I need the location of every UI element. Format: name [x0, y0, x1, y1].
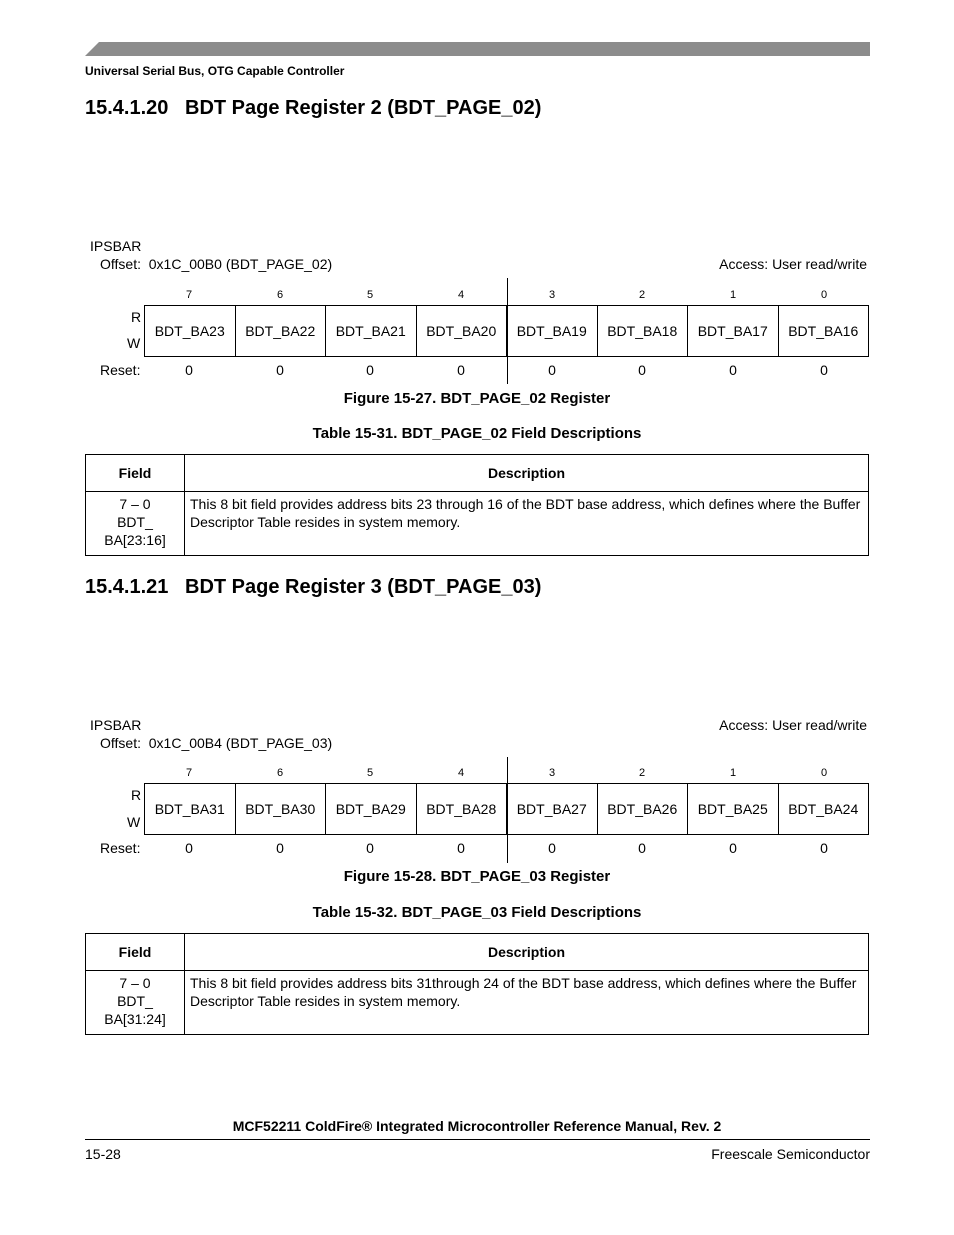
- register-field: BDT_BA20: [417, 306, 508, 356]
- footer-manual-title: MCF52211 ColdFire® Integrated Microcontroller Reference Manual, Rev. 2: [232, 1118, 722, 1134]
- register-field: BDT_BA29: [326, 784, 417, 834]
- section-title: BDT Page Register 2 (BDT_PAGE_02): [185, 97, 542, 119]
- read-label: R: [131, 309, 142, 325]
- reset-value: 0: [548, 840, 556, 856]
- column-header: Field: [86, 934, 185, 971]
- reset-value: 0: [276, 362, 284, 378]
- register-field: BDT_BA21: [326, 306, 417, 356]
- section-number: 15.4.1.20: [85, 97, 169, 119]
- reset-value: 0: [820, 840, 828, 856]
- register-field: BDT_BA22: [236, 306, 327, 356]
- bit-number: 5: [366, 767, 374, 779]
- offset-label: Offset:: [100, 735, 141, 751]
- register-field: BDT_BA16: [788, 323, 859, 339]
- bit-number: 4: [457, 767, 465, 779]
- section-title: BDT Page Register 3 (BDT_PAGE_03): [185, 576, 542, 598]
- register-access: Access: User read/write: [719, 256, 867, 272]
- bit-number: 0: [820, 767, 828, 779]
- register-offset: [100, 256, 332, 272]
- read-label: R: [131, 787, 142, 803]
- figure-caption: Figure 15-28. BDT_PAGE_03 Register: [343, 868, 611, 885]
- description-cell: This 8 bit field provides address bits 31through 24 of the BDT base address, which defines where the Buffer Descriptor Table resides in system memory.: [185, 971, 869, 1035]
- register-diagram: [85, 238, 870, 388]
- field-bits: 7 – 0: [119, 496, 151, 512]
- register-field: BDT_BA18: [598, 306, 689, 356]
- bit-number: 1: [729, 767, 737, 779]
- section-heading: [85, 97, 541, 120]
- field-name: BA[23:16]: [104, 532, 166, 548]
- field-name: BA[31:24]: [104, 1011, 166, 1027]
- offset-label: Offset:: [100, 256, 141, 272]
- register-base: IPSBAR: [90, 717, 142, 733]
- register-field: BDT_BA17: [688, 306, 779, 356]
- header-bar: [85, 42, 870, 56]
- bit-number: 4: [457, 289, 465, 301]
- reset-value: 0: [820, 362, 828, 378]
- table-row: [86, 492, 869, 556]
- reset-value: 0: [366, 840, 374, 856]
- register-field: BDT_BA26: [598, 784, 689, 834]
- field-name: BDT_: [117, 514, 153, 530]
- register-field: BDT_BA24: [788, 801, 859, 817]
- reset-value: 0: [185, 362, 193, 378]
- running-header-title: Universal Serial Bus, OTG Capable Controller: [85, 64, 345, 78]
- reset-value: 0: [185, 840, 193, 856]
- write-label: W: [127, 814, 141, 830]
- column-header: Description: [185, 455, 869, 492]
- table-header-row: [86, 934, 869, 971]
- footer-divider: [85, 1139, 870, 1140]
- register-field: BDT_BA28: [417, 784, 508, 834]
- bit-number: 3: [548, 767, 556, 779]
- bit-number: 5: [366, 289, 374, 301]
- reset-value: 0: [729, 840, 737, 856]
- reset-value: 0: [457, 840, 465, 856]
- reset-label: Reset:: [100, 362, 141, 378]
- section-number: 15.4.1.21: [85, 576, 169, 598]
- footer-company: Freescale Semiconductor: [711, 1146, 870, 1162]
- figure-caption: Figure 15-27. BDT_PAGE_02 Register: [343, 390, 611, 407]
- bit-number: 1: [729, 289, 737, 301]
- column-header: Field: [86, 455, 185, 492]
- register-field: BDT_BA19: [507, 306, 598, 356]
- reset-value: 0: [729, 362, 737, 378]
- reset-value: 0: [638, 362, 646, 378]
- register-field: BDT_BA30: [236, 784, 327, 834]
- table-caption: Table 15-31. BDT_PAGE_02 Field Descriptions: [312, 425, 642, 442]
- reset-value: 0: [548, 362, 556, 378]
- field-cell: [86, 971, 185, 1035]
- reset-value: 0: [457, 362, 465, 378]
- register-field: BDT_BA25: [688, 784, 779, 834]
- table-header-row: [86, 455, 869, 492]
- bit-number: 6: [276, 289, 284, 301]
- page-number: 15-28: [85, 1146, 121, 1162]
- table-caption: Table 15-32. BDT_PAGE_03 Field Descriptions: [312, 904, 642, 921]
- write-label: W: [127, 335, 141, 351]
- section-heading: [85, 576, 541, 599]
- field-cell: [86, 492, 185, 556]
- register-offset: [100, 735, 332, 751]
- register-diagram: [85, 717, 870, 867]
- register-field-row: [144, 783, 869, 835]
- register-access: Access: User read/write: [719, 717, 867, 733]
- offset-value: 0x1C_00B0 (BDT_PAGE_02): [148, 256, 333, 272]
- table-row: [86, 971, 869, 1035]
- field-description-table: [85, 454, 869, 556]
- register-base: IPSBAR: [90, 238, 142, 254]
- bit-number: 2: [638, 767, 646, 779]
- bit-number: 7: [185, 767, 193, 779]
- register-field: BDT_BA31: [145, 784, 236, 834]
- reset-value: 0: [366, 362, 374, 378]
- column-header: Description: [185, 934, 869, 971]
- reset-value: 0: [276, 840, 284, 856]
- register-field: BDT_BA27: [507, 784, 598, 834]
- bit-number: 2: [638, 289, 646, 301]
- bit-number: 0: [820, 289, 828, 301]
- bit-number: 7: [185, 289, 193, 301]
- bit-number: 6: [276, 767, 284, 779]
- reset-label: Reset:: [100, 840, 141, 856]
- reset-value: 0: [638, 840, 646, 856]
- field-name: BDT_: [117, 993, 153, 1009]
- register-field-row: [144, 305, 869, 357]
- description-cell: This 8 bit field provides address bits 23 through 16 of the BDT base address, which defines where the Buffer Descriptor Table resides in system memory.: [185, 492, 869, 556]
- field-bits: 7 – 0: [119, 975, 151, 991]
- offset-value: 0x1C_00B4 (BDT_PAGE_03): [148, 735, 333, 751]
- bit-number: 3: [548, 289, 556, 301]
- field-description-table: [85, 933, 869, 1035]
- register-field: BDT_BA23: [145, 306, 236, 356]
